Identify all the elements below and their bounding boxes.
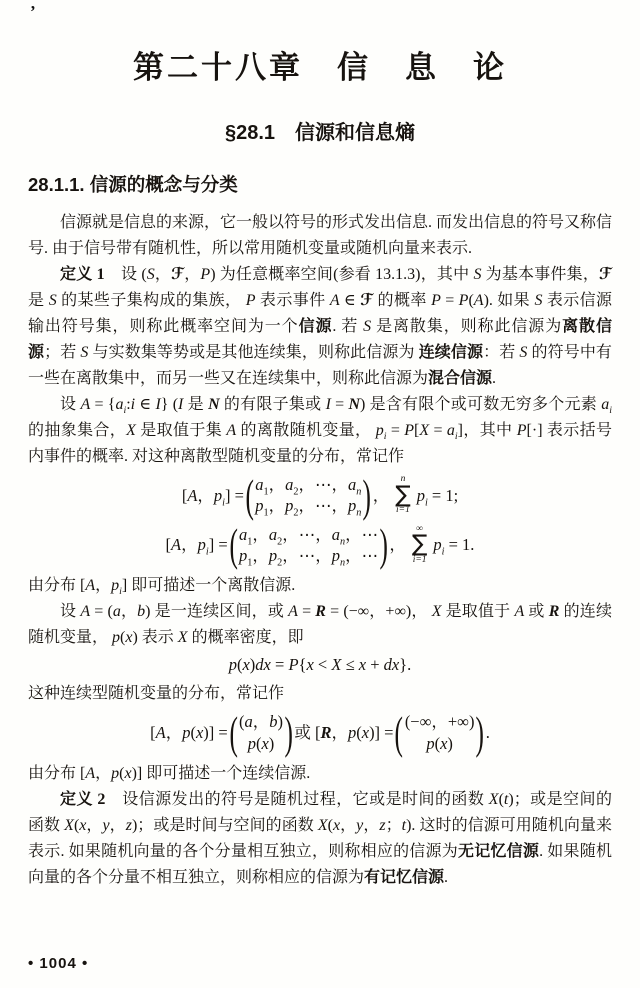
formula-run: . [485,722,490,742]
matrix-row-top: (a，b) [239,712,284,732]
left-paren: ( [245,469,254,521]
paragraph: 定义 1 设 (S，ℱ，P) 为任意概率空间(参看 13.1.3)，其中 S 为基本事件集，ℱ 是 S 的某些子集构成的集族， P 表示事件 A ∈ ℱ 的概率 P = P(A). 如果 S 表示信源输出符号集，则称此概率空间为一个信源. 若 S 是离散集，则称此信源为离散信源；若 S 与实数集等势或是其他连续集，则称此信源为 连续信源：若 S 的符号中有一些在离散集中，而另一些又在连续集中，则称此信源为混合信源. [28,265,612,387]
page-content [28,210,612,891]
paragraph: 由分布 [A，p(x)] 即可描述一个连续信源. [28,764,311,782]
matrix-rows [237,524,380,567]
matrix-stack [229,706,293,758]
sum-upper-limit: n [400,474,406,485]
sum-lower-limit: i=1 [396,505,410,516]
formula-run: ， [389,535,406,555]
matrix-row-bottom: p(x) [247,733,275,753]
matrix-row-bottom: $p_1$，$p_2$，⋯，$p_n$ [255,496,362,519]
section-title: §28.1 信源和信息熵 [224,121,416,144]
paragraph: 信源就是信息的来源，它一般以符号的形式发出信息. 而发出信息的符号又称信号. 由于信号带有随机性，所以常用随机变量或随机向量来表示. [28,213,613,257]
right-paren: ) [284,706,293,758]
sigma-symbol: ∑ [411,531,428,558]
right-paren: ) [362,469,372,521]
page-number: • 1004 • [28,955,89,972]
formula-run: $p_i = 1$. [433,535,475,558]
sum-upper-limit: ∞ [416,523,424,534]
matrix-stack [245,469,372,521]
formula-run: [A，$p_i$] = [181,485,244,508]
left-paren: ( [229,519,238,571]
left-paren: ( [394,706,404,758]
matrix-rows [253,474,363,517]
matrix-stack [229,519,388,571]
matrix-rows [403,711,477,754]
formula [28,706,612,758]
paragraph: 设 $A = \{a_i:i$ ∈ I} (I 是 N 的有限子集或 I = N) 是含有限个或可数无穷多个元素 $a_i$ 的抽象集合，X 是取值于集 A 的离散随机变量， $p_i = P[X = a_i]$，其中 P[·] 表示括号内事件的概率. 对这种离散型随机变量的分布，常记作 [28,395,612,465]
summation [412,525,428,566]
matrix-row-top: $a_1$，$a_2$，⋯，$a_n$ [255,475,362,498]
scan-corner-mark: ’ [30,2,36,21]
formula [28,519,612,571]
subsection-title: 28.1.1. 信源的概念与分类 [28,173,238,195]
chapter-title: 第二十八章 信 息 论 [133,50,507,85]
formula-run: $p_i = 1$; [416,485,459,508]
matrix-stack [394,706,485,758]
left-paren: ( [229,706,238,758]
paragraph: 设 A = (a，b) 是一连续区间，或 A = R = (−∞，+∞)， X 是取值于 A 或 R 的连续随机变量， p(x) 表示 X 的概率密度，即 [28,603,612,647]
right-paren: ) [379,519,388,571]
right-paren: ) [475,706,485,758]
matrix-rows [237,711,285,754]
matrix-row-top: $a_1$，$a_2$，⋯，$a_n$，⋯ [239,524,379,548]
matrix-row-bottom: p(x) [426,733,453,753]
formula-run: [A，p(x)] = [150,722,228,742]
formula-run: 或 [R，p(x)] = [294,722,394,742]
matrix-row-top: (−∞，+∞) [404,712,475,732]
formula-run: p(x)dx = P{x < X ≤ x + dx}. [228,655,412,675]
formula-run: ， [372,485,390,505]
formula [28,655,612,675]
paragraph: 这种连续型随机变量的分布，常记作 [28,684,285,702]
summation [395,475,411,516]
formula-run: [A，$p_i$] = [165,535,228,558]
matrix-row-bottom: $p_1$，$p_2$，⋯，$p_n$，⋯ [239,546,379,569]
paragraph: 定义 2 设信源发出的符号是随机过程，它或是时间的函数 X(t)；或是空间的函数 X(x，y，z)；或是时间与空间的函数 X(x，y，z；t). 这时的信源可用随机向量来表示. 如果随机向量的各个分量相互独立，则称相应的信源为无记忆信源. 如果随机向量的各个分量不相互独立，则称相应的信源为有记忆信源. [28,790,612,886]
formula [28,469,612,521]
paragraph: 由分布 [A，$p_i$] 即可描述一个离散信源. [28,577,296,598]
sigma-symbol: ∑ [395,481,411,508]
sum-lower-limit: i=1 [412,555,427,566]
